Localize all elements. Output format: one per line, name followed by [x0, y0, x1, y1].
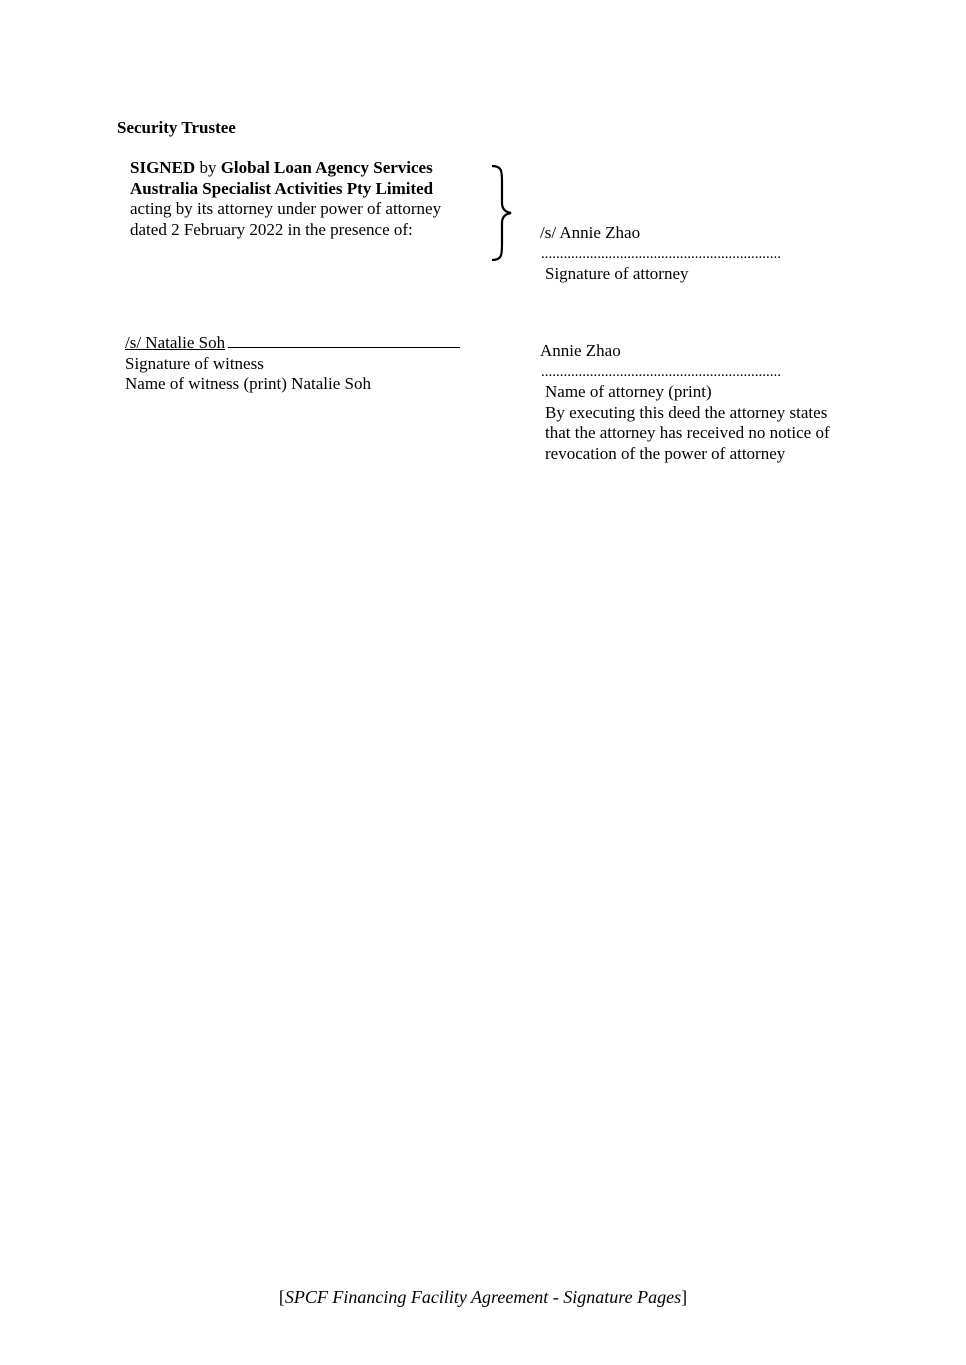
attorney-name-value: Annie Zhao: [540, 341, 621, 360]
witness-signature-value: /s/ Natalie Soh: [125, 333, 226, 352]
footer-text: SPCF Financing Facility Agreement - Signature Pages: [284, 1287, 682, 1307]
witness-signature-underline: [228, 333, 460, 348]
section-heading: Security Trustee: [117, 118, 236, 137]
attorney-statement-line2: that the attorney has received no notice of: [545, 423, 830, 442]
witness-signature-line: [125, 333, 460, 354]
attorney-signature-label: Signature of attorney: [545, 264, 689, 283]
signing-line-4: dated 2 February 2022 in the presence of:: [130, 219, 413, 239]
attorney-name-label: Name of attorney (print): [545, 382, 712, 401]
signing-line-3: acting by its attorney under power of attorney: [130, 199, 442, 218]
witness-signature-label: Signature of witness: [125, 354, 264, 373]
attorney-statement-line3: revocation of the power of attorney: [545, 444, 786, 463]
entity-name-line1: Global Loan Agency Services: [220, 158, 433, 177]
witness-name-line: Name of witness (print) Natalie Soh: [125, 374, 371, 393]
signing-block: [130, 158, 441, 240]
footer-close-bracket: ]: [681, 1287, 688, 1307]
attorney-signature-dots: ................................................................: [541, 246, 781, 262]
entity-name-line2: Australia Specialist Activities Pty Limited: [130, 178, 434, 198]
attorney-statement-line1: By executing this deed the attorney states: [545, 403, 828, 422]
page-footer: [0, 1287, 966, 1308]
footer-open-bracket: [: [278, 1287, 285, 1307]
signing-line-1: [130, 158, 441, 179]
attorney-name-dots: ................................................................: [541, 364, 781, 380]
curly-brace-icon: [488, 163, 516, 263]
signed-label: SIGNED: [130, 158, 196, 177]
by-word: by: [195, 158, 221, 177]
attorney-signature-value: /s/ Annie Zhao: [540, 223, 641, 242]
